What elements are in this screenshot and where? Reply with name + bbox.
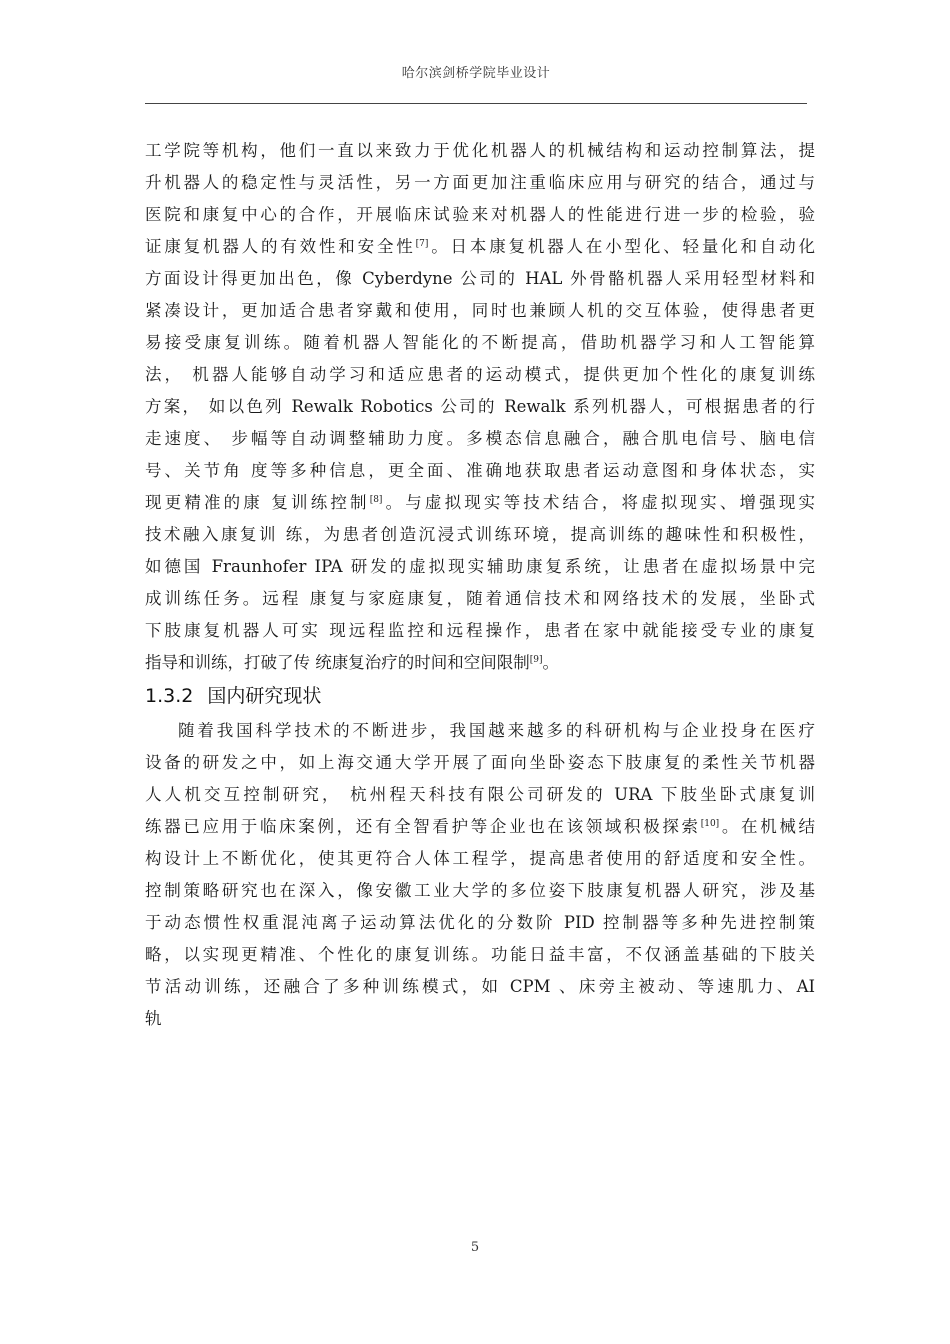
text-line: 下肢康复机器人可实 现远程监控和远程操作，患者在家中就能接受专业的康复 [145,621,815,640]
text-line: 控制策略研究也在深入，像安徽工业大学的多位姿下肢康复机器人研究，涉及基 [145,881,815,900]
paragraph-2 [145,715,815,1035]
text-line: 设备的研发之中，如上海交通大学开展了面向坐卧姿态下肢康复的柔性关节机器 [145,753,815,772]
line-text: 指导和训练，打破了传 统康复治疗的时间和空间限制 [145,653,530,672]
page-number: 5 [470,1240,480,1255]
text-line: 如德国 Fraunhofer IPA 研发的虚拟现实辅助康复系统，让患者在虚拟场景中完 [145,557,815,576]
text-line: 成训练任务。远程 康复与家庭康复，随着通信技术和网络技术的发展，坐卧式 [145,589,815,608]
text-line [145,231,815,263]
line-text: 。日本康复机器人在小型化、轻量化和自动化 [428,237,816,256]
text-line [145,487,815,519]
line-text: 。在机械结 [719,817,816,836]
line-text: 证康复机器人的有效性和安全性 [145,237,416,256]
text-line [145,647,815,679]
running-header: 哈尔滨剑桥学院毕业设计 [401,66,551,81]
text-line: 号、关节角 度等多种信息，更全面、准确地获取患者运动意图和身体状态，实 [145,461,815,480]
text-line: 方面设计得更加出色，像 Cyberdyne 公司的 HAL 外骨骼机器人采用轻型材料和 [145,269,815,288]
line-text: 练器已应用于临床案例，还有全智看护等企业也在该领域积极探索 [145,817,701,836]
text-line: 走速度、 步幅等自动调整辅助力度。多模态信息融合，融合肌电信号、脑电信 [145,429,815,448]
text-line: 紧凑设计，更加适合患者穿戴和使用，同时也兼顾人机的交互体验，使得患者更 [145,301,815,320]
citation-ref: [7] [415,239,429,249]
text-line: 法， 机器人能够自动学习和适应患者的运动模式，提供更加个性化的康复训练 [145,365,815,384]
text-line: 略，以实现更精准、个性化的康复训练。功能日益丰富，不仅涵盖基础的下肢关 [145,945,815,964]
text-line: 技术融入康复训 练，为患者创造沉浸式训练环境，提高训练的趣味性和积极性， [145,525,815,544]
paragraph-1 [145,135,815,679]
text-line: 医院和康复中心的合作，开展临床试验来对机器人的性能进行进一步的检验，验 [145,205,815,224]
header-divider [145,103,807,104]
text-line: 方案， 如以色列 Rewalk Robotics 公司的 Rewalk 系列机器人，可根据患者的行 [145,397,815,416]
text-line: 易接受康复训练。随着机器人智能化的不断提高，借助机器学习和人工智能算 [145,333,815,352]
text-line: 升机器人的稳定性与灵活性，另一方面更加注重临床应用与研究的结合，通过与 [145,173,815,192]
section-number: 1.3.2 [145,685,194,707]
line-text: 。与虚拟现实等技术结合，将虚拟现实、增强现实 [382,493,815,512]
text-line: 随着我国科学技术的不断进步，我国越来越多的科研机构与企业投身在医疗 [178,721,815,740]
line-text: 现更精准的康 复训练控制 [145,493,370,512]
text-line [145,811,815,843]
citation-ref: [8] [369,495,383,505]
text-line: 于动态惯性权重混沌离子运动算法优化的分数阶 PID 控制器等多种先进控制策 [145,913,815,932]
section-heading [145,679,815,713]
text-line: 节活动训练，还融合了多种训练模式，如 CPM 、床旁主被动、等速肌力、AI [145,977,815,996]
line-text: 。 [542,653,559,672]
text-line: 人人机交互控制研究， 杭州程天科技有限公司研发的 URA 下肢坐卧式康复训 [145,785,815,804]
text-line: 构设计上不断优化，使其更符合人体工程学，提高患者使用的舒适度和安全性。 [145,849,815,868]
text-line: 工学院等机构，他们一直以来致力于优化机器人的机械结构和运动控制算法，提 [145,141,815,160]
citation-ref: [10] [700,819,720,829]
body-text [145,135,815,1035]
section-title: 国内研究现状 [207,685,322,707]
text-line: 轨 [145,1009,162,1028]
citation-ref: [9] [529,655,543,665]
